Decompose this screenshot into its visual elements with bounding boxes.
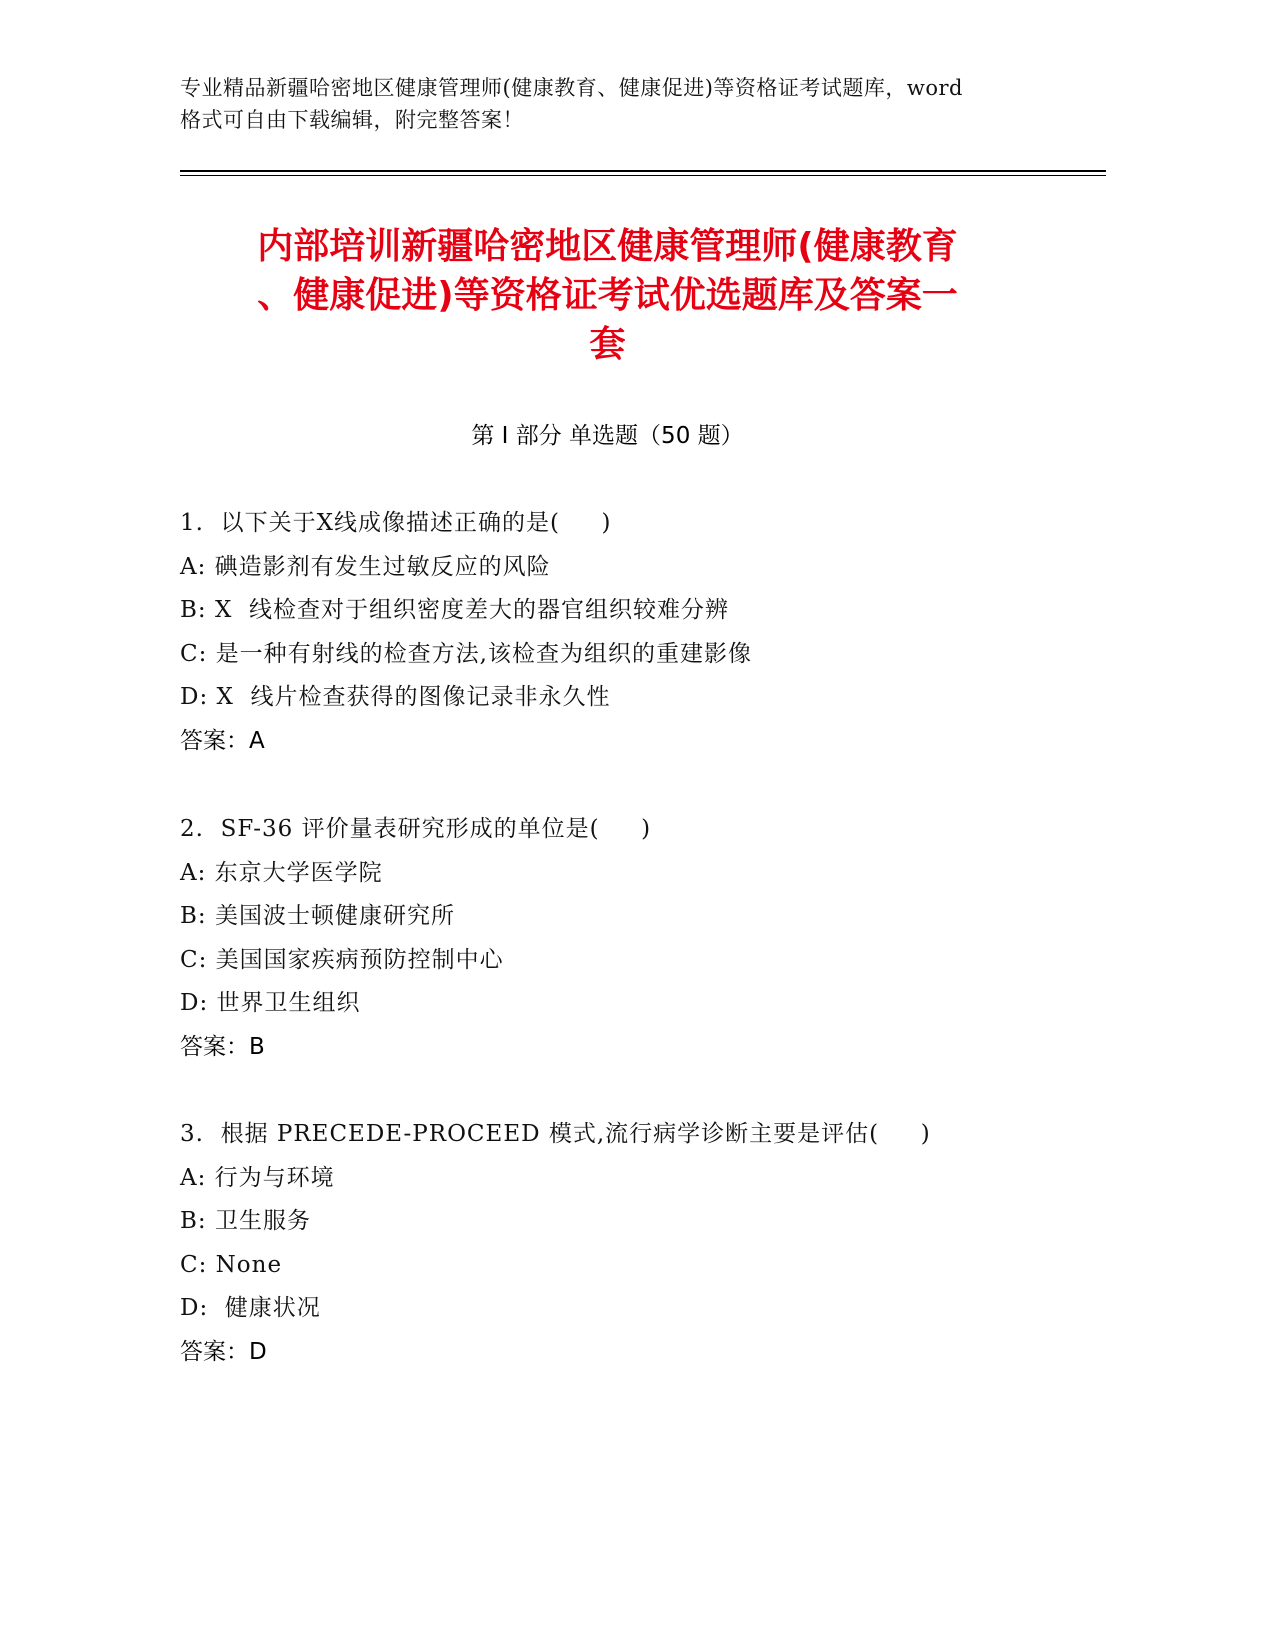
title-line-1: 内部培训新疆哈密地区健康管理师(健康教育	[257, 226, 958, 267]
title-line-3: 套	[589, 324, 626, 365]
option-b: B: 美国波士顿健康研究所	[180, 903, 455, 930]
option-c: C: 是一种有射线的检查方法,该检查为组织的重建影像	[180, 640, 752, 667]
title-line-2: 、健康促进)等资格证考试优选题库及答案一	[257, 275, 958, 316]
option-d: D: 世界卫生组织	[180, 990, 361, 1017]
question-block	[180, 502, 1140, 764]
answer-line: 答案：D	[180, 1338, 267, 1365]
answer-line: 答案：B	[180, 1033, 265, 1060]
header-line-2: 格式可自由下载编辑，附完整答案！	[180, 108, 524, 132]
option-d: D: X 线片检查获得的图像记录非永久性	[180, 684, 611, 711]
option-a: A: 行为与环境	[180, 1164, 335, 1191]
header-rule-thin	[180, 175, 1106, 176]
option-b: B: 卫生服务	[180, 1208, 311, 1235]
option-a: A: 碘造影剂有发生过敏反应的风险	[180, 553, 551, 580]
option-a: A: 东京大学医学院	[180, 859, 383, 886]
option-c: C: None	[180, 1251, 283, 1278]
section-title: 第 I 部分 单选题（50 题）	[471, 423, 744, 449]
header-note	[180, 72, 1060, 136]
question-stem: 1. 以下关于Ⅹ线成像描述正确的是( )	[180, 510, 612, 536]
header-line-1: 专业精品新疆哈密地区健康管理师(健康教育、健康促进)等资格证考试题库，word	[180, 76, 963, 100]
question-block	[180, 808, 1140, 1070]
question-stem: 3. 根据 PRECEDE-PROCEED 模式,流行病学诊断主要是评估( )	[180, 1121, 931, 1147]
option-b: B: X 线检查对于组织密度差大的器官组织较难分辨	[180, 597, 729, 624]
option-c: C: 美国国家疾病预防控制中心	[180, 946, 504, 973]
question-stem: 2. SF-36 评价量表研究形成的单位是( )	[180, 816, 652, 842]
header-rule-thick	[180, 170, 1106, 172]
document-title	[160, 222, 1055, 369]
question-block	[180, 1113, 1140, 1375]
option-d: D: 健康状况	[180, 1295, 321, 1322]
answer-line: 答案：A	[180, 727, 265, 754]
